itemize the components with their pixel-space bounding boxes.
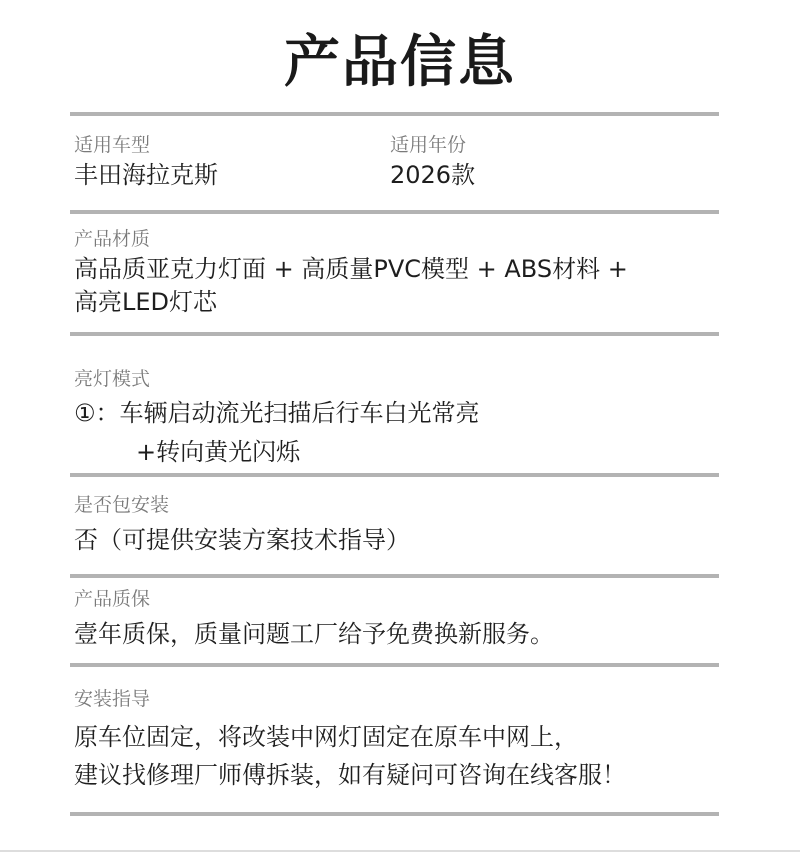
light-mode-label: 亮灯模式 [74,368,151,390]
light-mode-line-1: ①：车辆启动流光扫描后行车白光常亮 [74,399,480,427]
material-label: 产品材质 [74,228,151,250]
page-title: 产品信息 [284,30,516,95]
year-value: 2026款 [390,161,476,189]
divider [70,812,719,816]
install-guide-label: 安装指导 [74,688,151,710]
warranty-value: 壹年质保，质量问题工厂给予免费换新服务。 [74,620,554,648]
year-label: 适用年份 [390,134,467,156]
install-guide-line-2: 建议找修理厂师傅拆装，如有疑问可咨询在线客服！ [74,761,626,789]
page-bottom-border [0,850,800,852]
install-guide-line-1: 原车位固定，将改装中网灯固定在原车中网上， [74,723,578,751]
divider [70,663,719,667]
vehicle-label: 适用车型 [74,134,151,156]
divider [70,574,719,578]
material-value-line-1: 高品质亚克力灯面 + 高质量PVC模型 + ABS材料 + [74,255,628,283]
installation-included-value: 否（可提供安装方案技术指导） [74,526,410,554]
light-mode-line-2: +转向黄光闪烁 [136,438,301,466]
installation-included-label: 是否包安装 [74,494,170,516]
material-value-line-2: 高亮LED灯芯 [74,288,218,316]
vehicle-value: 丰田海拉克斯 [74,161,218,189]
warranty-label: 产品质保 [74,588,151,610]
divider [70,473,719,477]
divider [70,210,719,214]
divider [70,332,719,336]
divider [70,112,719,116]
